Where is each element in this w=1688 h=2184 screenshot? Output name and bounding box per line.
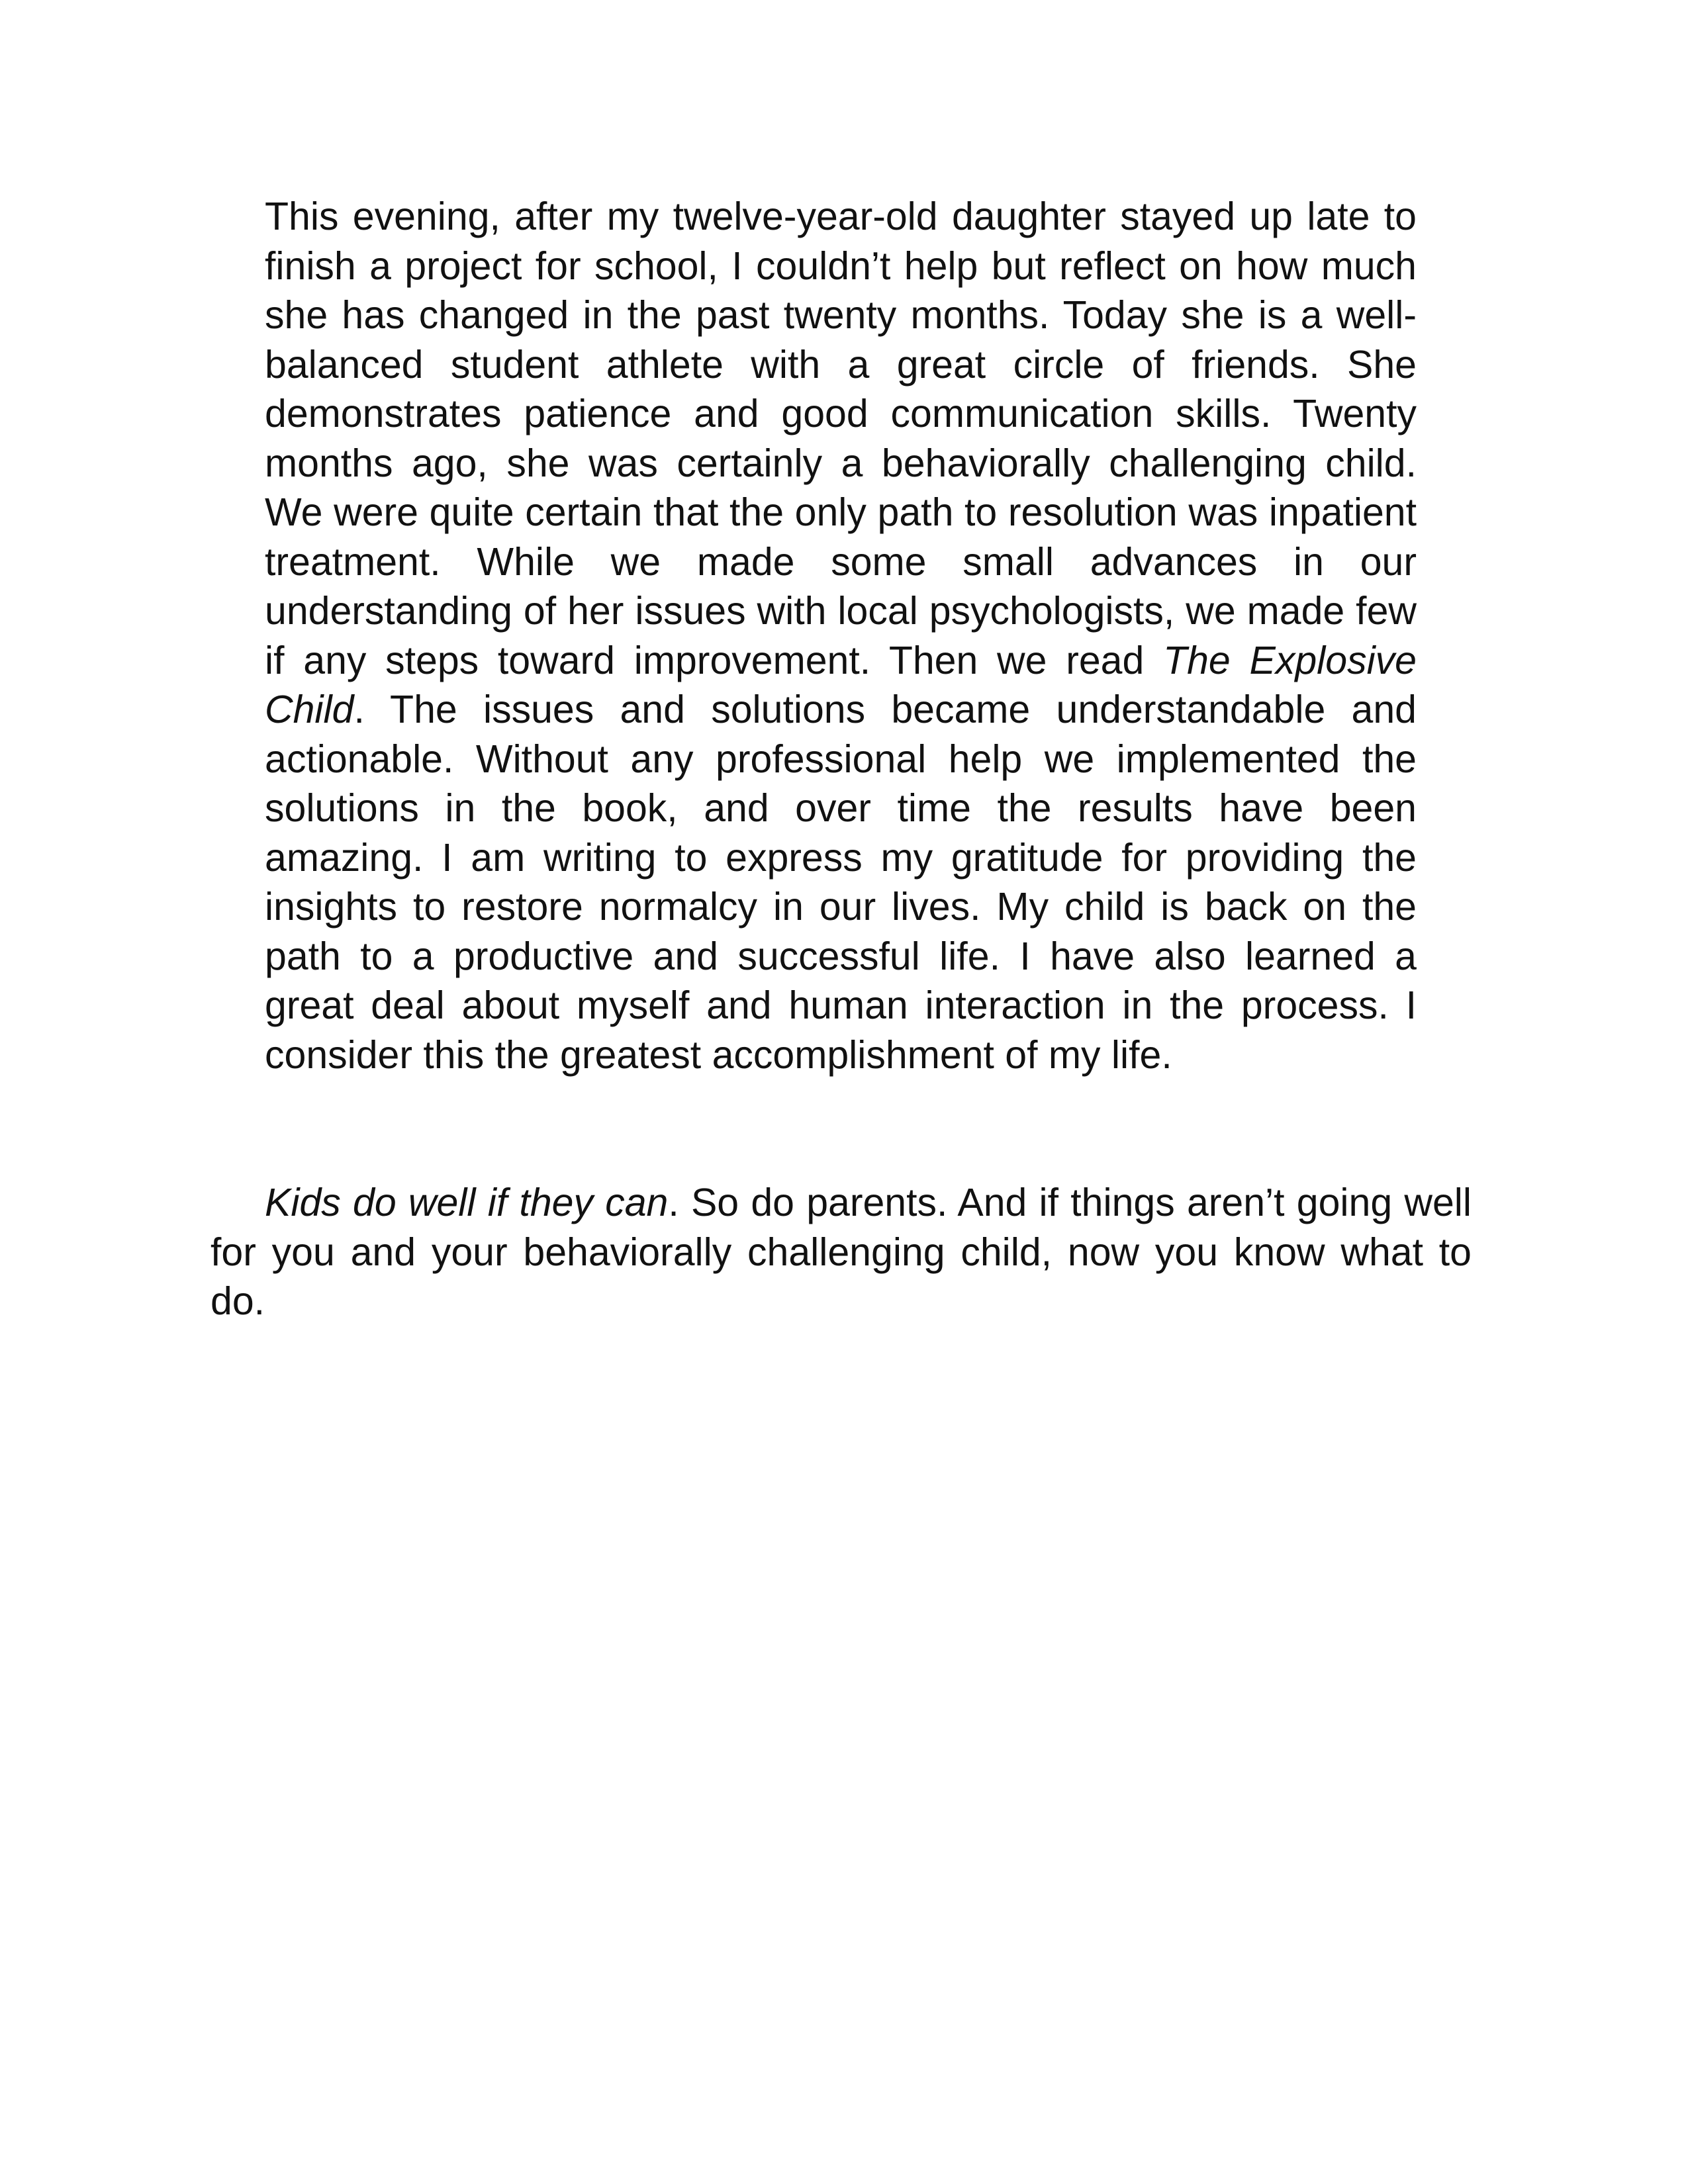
closing-rest-text: . So do parents. And if things aren’t going well for you and your behaviorally challenging child, now you know what to do. <box>211 1181 1472 1323</box>
testimonial-quote <box>265 192 1417 1079</box>
quote-text-part-2: . The issues and solutions became understandable and actionable. Without any professional help we implemented the solutions in the book, and over time the results have been amazing. I am writing to express my gratitude for providing the insights to restore normalcy in our lives. My child is back on the path to a productive and successful life. I have also learned a great deal about myself and human interaction in the process. I consider this the greatest accomplishment of my life. <box>265 688 1417 1077</box>
book-title: The Explosive Child <box>265 638 1417 731</box>
closing-text <box>211 1178 1472 1326</box>
closing-paragraph <box>211 1178 1472 1326</box>
motto-text: Kids do well if they can <box>265 1181 669 1224</box>
testimonial-paragraph <box>265 192 1417 1079</box>
quote-text-part-1: This evening, after my twelve-year-old daughter stayed up late to finish a project for school, I couldn’t help but reflect on how much she has changed in the past twenty months. Today she is a well-balanced student athlete with a great circle of friends. She demonstrates patience and good communication skills. Twenty months ago, she was certainly a behaviorally challenging child. We were quite certain that the only path to resolution was inpatient treatment. While we made some small advances in our understanding of her issues with local psychologists, we made few if any steps toward improvement. Then we read <box>265 195 1417 682</box>
